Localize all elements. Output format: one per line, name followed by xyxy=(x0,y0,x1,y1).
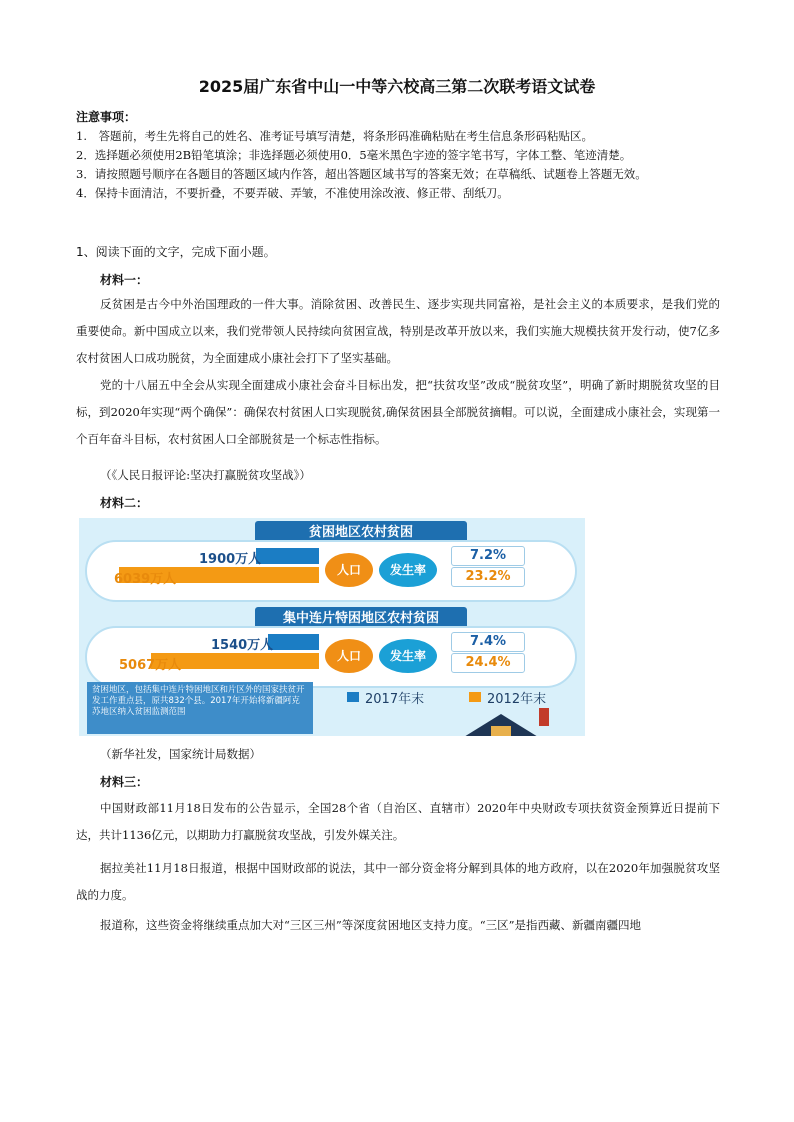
legend-label-2017: 2017年末 xyxy=(365,692,425,707)
population-label-2012: 5067万人 xyxy=(119,658,182,673)
house-window xyxy=(491,726,511,736)
material3-paragraph-1: 中国财政部11月18日发布的公告显示，全国28个省（自治区、直辖市）2020年中央财政专项扶贫资金预算近日提前下达，共计1136亿元，以期助力打赢脱贫攻坚战，引发外媒关注。 xyxy=(76,801,720,843)
material1-paragraph-2: 党的十八届五中全会从实现全面建成小康社会奋斗目标出发，把“扶贫攻坚”改成“脱贫攻坚”，明确了新时期脱贫攻坚的目标，到2020年实现“两个确保”：确保农村贫困人口实现脱贫,确保贫困县全部脱贫摘帽。可以说，全面建成小康社会，实现第一个百年奋斗目标，农村贫困人口全部脱贫是一个标志性指标。 xyxy=(76,378,720,447)
notice-item: 2．选择题必须使用2B铅笔填涂；非选择题必须使用0．5毫米黑色字迹的签字笔书写，字体工整、笔迹清楚。 xyxy=(76,148,632,162)
material1-paragraph-1: 反贫困是古今中外治国理政的一件大事。消除贫困、改善民生、逐步实现共同富裕，是社会主义的本质要求，是我们党的重要使命。新中国成立以来，我们党带领人民持续向贫困宣战，特别是改革开放以来，我们实施大规模扶贫开发行动，使7亿多农村贫困人口成功脱贫，为全面建成小康社会打下了坚实基础。 xyxy=(76,297,720,366)
legend-swatch-2017 xyxy=(347,692,359,702)
question-prompt: 1、阅读下面的文字，完成下面小题。 xyxy=(76,245,276,259)
house-chimney xyxy=(539,708,549,726)
material3-paragraph-2: 据拉美社11月18日报道，根据中国财政部的说法，其中一部分资金将分解到具体的地方政府，以在2020年加强脱贫攻坚战的力度。 xyxy=(76,861,720,903)
population-label-2012: 6039万人 xyxy=(114,572,177,587)
panel-title: 贫困地区农村贫困 xyxy=(255,521,467,545)
notice-item: 3．请按照题号顺序在各题目的答题区域内作答，超出答题区域书写的答案无效；在草稿纸、试题卷上答题无效。 xyxy=(76,167,647,181)
material1-source: （《人民日报评论:坚决打赢脱贫攻坚战》） xyxy=(100,468,311,482)
rate-value-2017: 7.2% xyxy=(451,546,525,566)
panel-title: 集中连片特困地区农村贫困 xyxy=(255,607,467,631)
material2-source: （新华社发，国家统计局数据） xyxy=(100,747,261,761)
page-title: 2025届广东省中山一中等六校高三第二次联考语文试卷 xyxy=(198,77,596,96)
bar-panel2-2017 xyxy=(268,634,319,650)
notice-item: 4．保持卡面清洁，不要折叠，不要弄破、弄皱，不准使用涂改液、修正带、刮纸刀。 xyxy=(76,186,509,200)
notice-item: 1. 答题前，考生先将自己的姓名、准考证号填写清楚，将条形码准确粘贴在考生信息条形码粘贴区。 xyxy=(76,129,593,143)
notice-heading: 注意事项： xyxy=(76,110,137,124)
population-badge: 人口 xyxy=(325,553,373,587)
material2-label: 材料二： xyxy=(100,496,149,510)
legend-swatch-2012 xyxy=(469,692,481,702)
infographic-note: 贫困地区，包括集中连片特困地区和片区外的国家扶贫开发工作重点县，原共832个县。2017年开始将新疆阿克苏地区纳入贫困监测范围 xyxy=(87,682,313,734)
population-label-2017: 1900万人 xyxy=(199,552,262,567)
legend-label-2012: 2012年末 xyxy=(487,692,547,707)
rate-badge: 发生率 xyxy=(379,553,437,587)
poverty-infographic xyxy=(79,518,585,736)
population-badge: 人口 xyxy=(325,639,373,673)
rate-value-2012: 23.2% xyxy=(451,567,525,587)
rate-value-2012: 24.4% xyxy=(451,653,525,673)
population-label-2017: 1540万人 xyxy=(211,638,274,653)
material3-label: 材料三： xyxy=(100,775,149,789)
rate-value-2017: 7.4% xyxy=(451,632,525,652)
material1-label: 材料一： xyxy=(100,273,149,287)
bar-panel1-2017 xyxy=(256,548,319,564)
rate-badge: 发生率 xyxy=(379,639,437,673)
material3-paragraph-3: 报道称，这些资金将继续重点加大对“三区三州”等深度贫困地区支持力度。“三区”是指西藏、新疆南疆四地 xyxy=(100,918,642,932)
